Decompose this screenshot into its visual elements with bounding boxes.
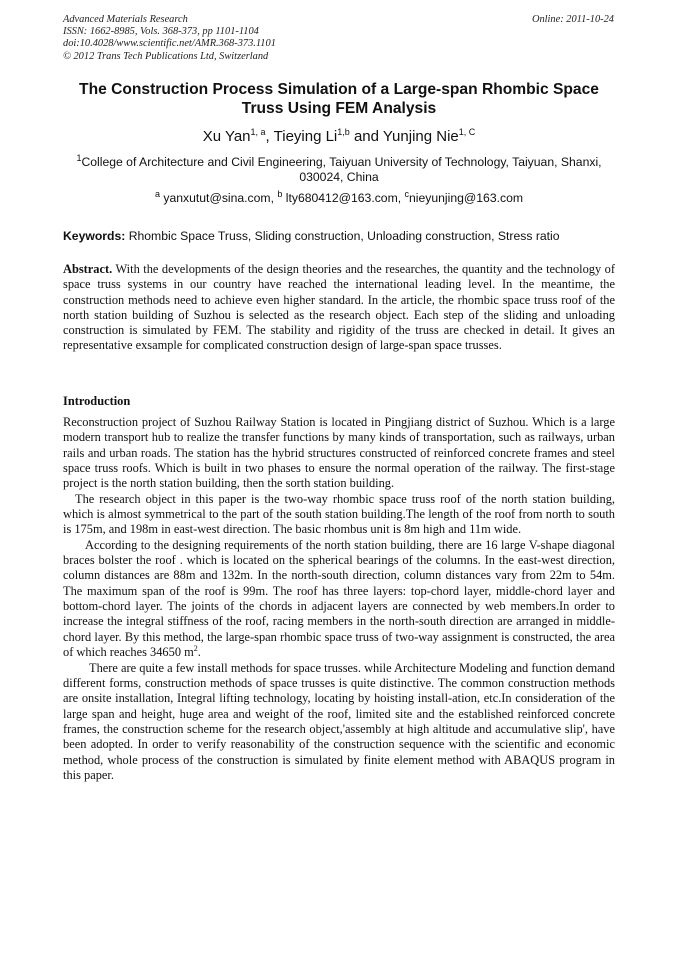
abstract [63,262,615,354]
keywords-text: Rhombic Space Truss, Sliding construction, Unloading construction, Stress ratio [125,229,560,243]
paragraph: There are quite a few install methods for space trusses. while Architecture Modeling and function demand different forms, construction methods of space trusses is quite distinctive. The common construction methods are onsite installation, Integral lifting technology, locating by hoisting install-ation, etc.In consideration of the large span and height, huge area and weight of the roof, limited site and the established reinforced concrete frames, the construction scheme for the research object,'assembly at high altitude and accumulative slip', have been adopted. In order to verify reasonability of the construction sequence with the scientific and economic method, whole process of the construction is simulated by finite element method with ABAQUS program in this paper. [63,660,615,782]
affiliation [63,152,615,185]
journal-name: Advanced Materials Research [63,14,188,25]
email-address: yanxutut@sina.com, [159,191,278,205]
email-mark: c [404,188,410,199]
author-affiliation-mark: 1,b [337,127,350,137]
email-mark: b [277,188,283,199]
paragraph: The research object in this paper is the two-way rhombic space truss roof of the north station building, which is almost symmetrical to the part of the south station building.The length of the roof from north to south is 175m, and 198m in east-west direction. The basic rhombus unit is 8m high and 11m wide. [63,491,615,537]
author-affiliation-mark: 1, a [250,127,266,137]
journal-doi: doi:10.4028/www.scientific.net/AMR.368-373.1101 [63,38,276,50]
paragraph: Reconstruction project of Suzhou Railway Station is located in Pingjiang district of Suzhou. Which is a large modern transport hub to realize the transfer functions by many kinds of transportation, such as railways, urban rails and urban roads. The station has the hybrid structures constructed of reinforced concrete frames and steel space truss roofs. Which is built in two phases to ensure the normal operation of the railway. The first-stage project is the north station building, then the sorth station building. [63,415,615,491]
email-address: lty680412@163.com, [282,191,405,205]
journal-copyright: © 2012 Trans Tech Publications Ltd, Switzerland [63,50,269,62]
author-name: Yunjing Nie [382,128,459,145]
paragraph-end: . [197,645,201,660]
affiliation-text: College of Architecture and Civil Engineering, Taiyuan University of Technology, Taiyuan, Shanxi, 030024, China [81,155,602,184]
keywords [63,229,615,244]
author-emails [63,188,615,206]
author-name: Tieying Li [273,128,338,145]
paper-title: The Construction Process Simulation of a Large-span Rhombic Space Truss Using FEM Analysis [79,81,599,117]
online-date: Online: 2011-10-24 [531,14,614,25]
author-affiliation-mark: 1, C [458,127,476,137]
keywords-label: Keywords: [63,229,126,243]
introduction-body [63,415,615,783]
affiliation-mark: 1 [76,152,82,163]
email-mark: a [154,188,160,199]
paragraph [63,538,615,661]
paragraph-text: According to the designing requirements of the north station building, there are 16 large V-shape diagonal braces bolster the roof . which is located on the spherical bearings of the columns. In the east-west direction, column distances are 88m and 132m. In the north-south direction, column distances vary from 22m to 54m. The maximum span of the roof is 99m. The roof has three layers: top-chord layer, middle-chord layer and bottom-chord layer. The joints of the chords in adjacent layers are connected by web members.In order to increase the integral stiffness of the roof, racing members in the north-south direction are arranged in middle-chord layer. By this method, the large-span rhombic space truss of two-way assignment is constructed, the area of which reaches 34650 m [63,537,615,660]
author-list [63,128,615,146]
journal-issn: ISSN: 1662-8985, Vols. 368-373, pp 1101-1104 [63,26,259,38]
author-name: Xu Yan [202,128,251,145]
abstract-label: Abstract. [63,262,113,276]
email-address: nieyunjing@163.com [409,191,524,205]
author-separator: and [349,128,383,145]
section-heading-introduction: Introduction [63,394,131,408]
superscript: 2 [193,644,198,654]
journal-header [63,14,483,63]
abstract-text: With the developments of the design theories and the researches, the quantity and the technology of space truss systems in our country have reached the international leading level. In the meantime, the construction methods need to achieve even higher standard. In the article, the rhombic space truss roof of the north station building of Suzhou is selected as the research object. Each step of the sliding and unloading construction is simulated by FEM. The stability and rigidity of the truss are checked in detail. It gives an representative exsample for complicated construction design of large-span space trusses. [63,262,615,353]
author-separator: , [265,128,274,145]
